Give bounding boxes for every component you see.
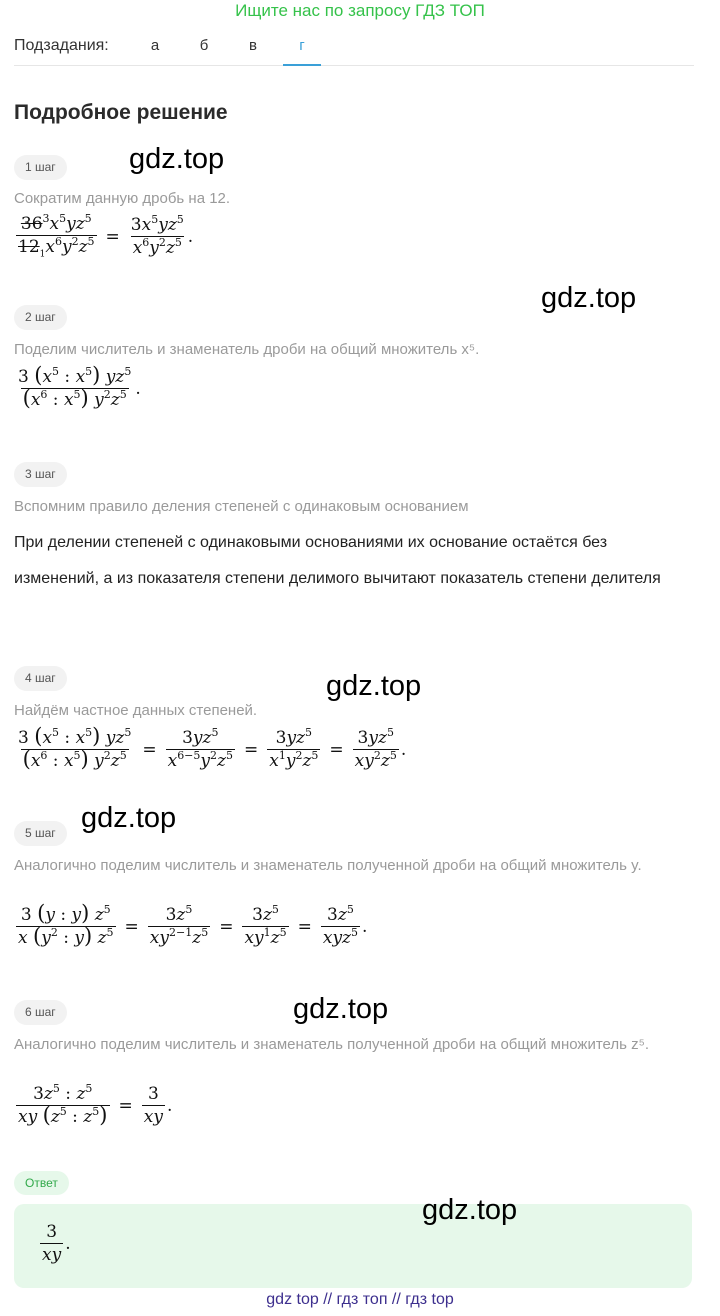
step-3-badge: 3 шаг	[14, 462, 67, 487]
subtask-tab-a[interactable]: а	[150, 37, 160, 54]
watermark: gdz.top	[293, 993, 389, 1025]
watermark: gdz.top	[81, 802, 177, 834]
step-3-description: Вспомним правило деления степеней с одинаковым основанием	[14, 498, 469, 515]
watermark: gdz.top	[326, 670, 422, 702]
step-1-formula: $\frac{36^3x^5yz^5}{12_1x^6y^2z^5}$ = $\frac{3x^5yz^5}{x^6y^2z^5}$ .	[18, 212, 194, 260]
step-4-description: Найдём частное данных степеней.	[14, 702, 258, 719]
step-5-formula: $\frac{3 (y : y) z^5}{x (y^2 : y) z^5}$ = $\frac{3z^5}{xy^{2-1}z^5}$ = $\frac{3z^5}{xy^1z^5}$ = $\frac{3z^5}{xyz^5}$ .	[18, 901, 368, 948]
step-1-description: Сократим данную дробь на 12.	[14, 190, 231, 207]
step-5-description: Аналогично поделим числитель и знаменатель полученной дроби на общий множитель y.	[14, 857, 642, 874]
step-2-badge: 2 шаг	[14, 305, 67, 330]
search-banner: Ищите нас по запросу ГДЗ ТОП	[235, 1, 485, 20]
subtasks-bar	[14, 30, 694, 66]
subtask-tab-g[interactable]: г	[283, 37, 321, 66]
step-4-badge: 4 шаг	[14, 666, 67, 691]
subtasks-label: Подзадания:	[14, 37, 109, 54]
answer-denominator: xy	[42, 1245, 62, 1265]
answer-numerator: 3	[46, 1222, 58, 1242]
watermark: gdz.top	[129, 143, 225, 175]
step-5-badge: 5 шаг	[14, 821, 67, 846]
subtask-tab-v[interactable]: в	[249, 37, 257, 54]
step-1-badge: 1 шаг	[14, 155, 67, 180]
watermark: gdz.top	[422, 1194, 518, 1226]
step-2-formula: $\frac{3 (x^5 : x^5) yz^5}{(x^6 : x^5) y^2z^5}$ .	[18, 363, 141, 410]
answer-badge: Ответ	[14, 1171, 69, 1195]
step-6-formula: $\frac{3z^5 : z^5}{xy (z^5 : z^5)}$ = $\frac{3}{xy}$ .	[18, 1082, 173, 1127]
step-4-formula: $\frac{3 (x^5 : x^5) yz^5}{(x^6 : x^5) y^2z^5}$ = $\frac{3yz^5}{x^{6-5}y^2z^5}$ = $\frac{3yz^5}{x^1y^2z^5}$ = $\frac{3yz^5}{xy^2z^5}$ .	[18, 724, 407, 771]
solution-heading: Подробное решение	[14, 101, 228, 124]
step-2-description: Поделим числитель и знаменатель дроби на общий множитель x⁵.	[14, 341, 480, 358]
footer-links[interactable]: gdz top // гдз топ // гдз top	[266, 1291, 454, 1308]
step-6-badge: 6 шаг	[14, 1000, 67, 1025]
subtask-tab-b[interactable]: б	[199, 37, 209, 54]
step-6-description: Аналогично поделим числитель и знаменатель полученной дроби на общий множитель z⁵.	[14, 1036, 650, 1053]
watermark: gdz.top	[541, 282, 637, 314]
rule-text: При делении степеней с одинаковыми основаниями их основание остаётся без изменений, а из показателя степени делимого вычитают показатель степени делителя	[14, 534, 661, 587]
answer-formula: $\frac{3}{xy}$ .	[42, 1222, 71, 1265]
answer-box	[14, 1204, 692, 1288]
